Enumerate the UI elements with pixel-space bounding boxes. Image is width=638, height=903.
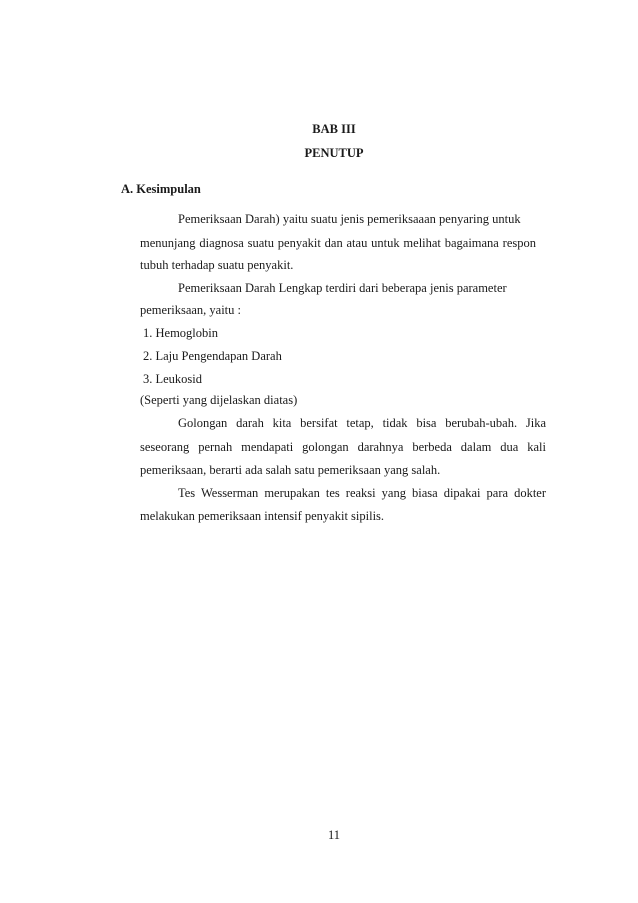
list-item: 3. Leukosid (143, 372, 203, 386)
paragraph-2-line-1: Pemeriksaan Darah Lengkap terdiri dari beberapa jenis parameter (178, 281, 507, 295)
chapter-title: PENUTUP (304, 146, 364, 160)
paragraph-3-line-2: seseorang pernah mendapati golongan darahnya berbeda dalam dua kali (140, 440, 546, 454)
list-item: 1. Hemoglobin (143, 326, 218, 340)
page-number: 11 (327, 828, 341, 842)
paragraph-3-line-1: Golongan darah kita bersifat tetap, tidak bisa berubah-ubah. Jika (178, 416, 546, 430)
paragraph-4-line-2: melakukan pemeriksaan intensif penyakit sipilis. (140, 509, 385, 523)
paragraph-4-line-1: Tes Wesserman merupakan tes reaksi yang biasa dipakai para dokter (178, 486, 546, 500)
paragraph-1-line-2: menunjang diagnosa suatu penyakit dan atau untuk melihat bagaimana respon (140, 236, 536, 250)
paragraph-3-line-3: pemeriksaan, berarti ada salah satu pemeriksaan yang salah. (140, 463, 441, 477)
paragraph-1-line-1: Pemeriksaan Darah) yaitu suatu jenis pemeriksaaan penyaring untuk (178, 212, 521, 226)
paragraph-1-line-3: tubuh terhadap suatu penyakit. (140, 258, 294, 272)
note-line: (Seperti yang dijelaskan diatas) (140, 393, 298, 407)
section-heading: A. Kesimpulan (121, 182, 201, 196)
chapter-number: BAB III (312, 122, 356, 136)
list-item: 2. Laju Pengendapan Darah (143, 349, 282, 363)
paragraph-2-line-2: pemeriksaan, yaitu : (140, 303, 242, 317)
